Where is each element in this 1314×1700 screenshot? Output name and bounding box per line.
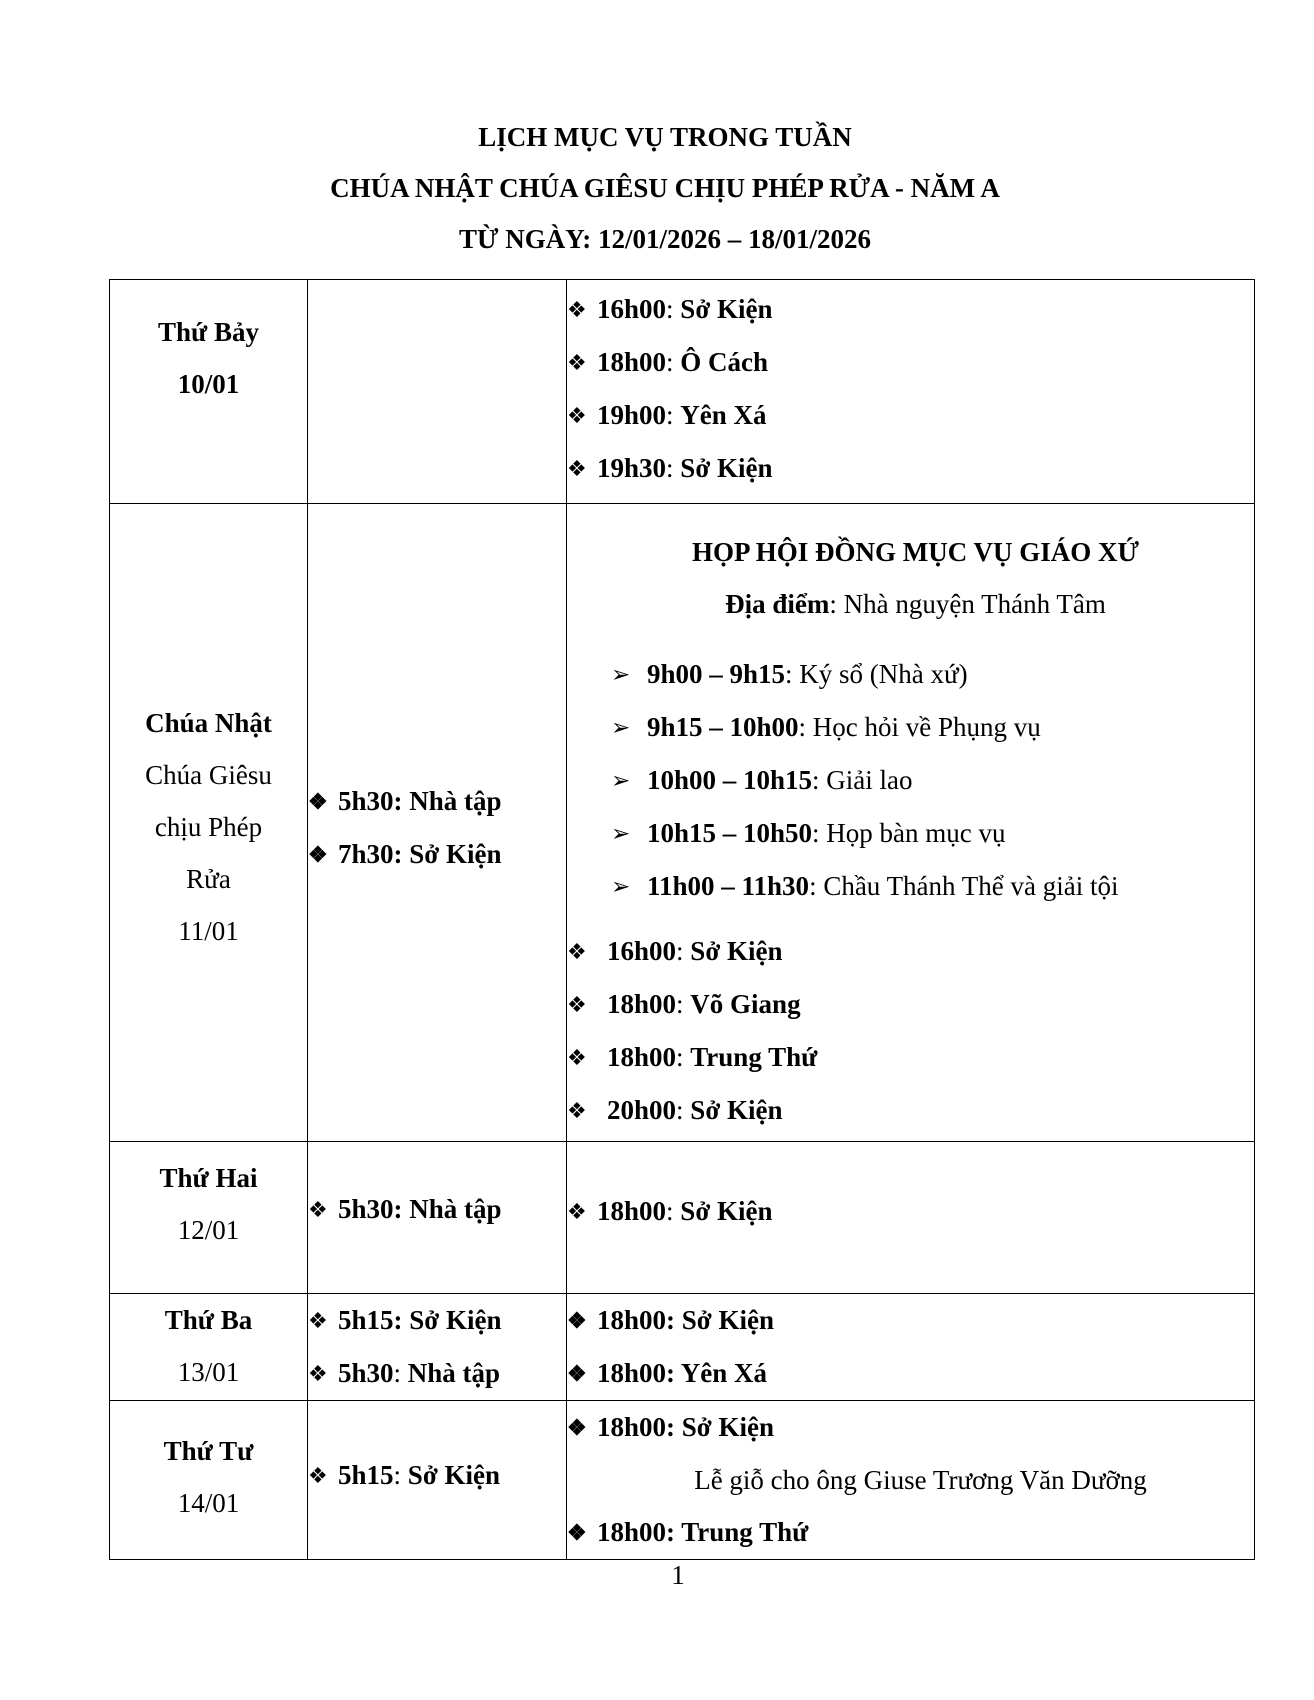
document-header [0, 112, 1314, 265]
arrow-bullet-icon: ➢ [611, 874, 631, 899]
arrow-bullet-icon: ➢ [611, 662, 631, 687]
header-date-range: TỪ NGÀY: 12/01/2026 – 18/01/2026 [458, 224, 871, 254]
diamond-bullet-icon: ❖ [567, 939, 587, 964]
diamond-bullet-icon: ❖ [308, 1462, 328, 1488]
diamond-bullet-icon: ❖ [308, 1361, 328, 1386]
agenda-item: ➢ 10h00 – 10h15: Giải lao [611, 754, 1254, 807]
mass-entry: ❖ 5h15: Sở Kiện [308, 1449, 566, 1502]
mass-entry: ❖ 18h00: Trung Thứ [567, 1506, 1254, 1559]
agenda-item: ➢ 9h00 – 9h15: Ký sổ (Nhà xứ) [611, 648, 1254, 701]
day-date: 14/01 [177, 1488, 240, 1518]
mass-entry: ❖ 18h00: Ô Cách [567, 336, 1254, 389]
header-subtitle: CHÚA NHẬT CHÚA GIÊSU CHỊU PHÉP RỬA - NĂM A [330, 173, 1000, 203]
header-title: LỊCH MỤC VỤ TRONG TUẦN [478, 122, 852, 152]
row-saturday [110, 280, 1255, 504]
arrow-bullet-icon: ➢ [611, 715, 631, 740]
mass-entry: ❖ 19h00: Yên Xá [567, 389, 1254, 442]
diamond-bullet-icon: ❖ [567, 1361, 587, 1386]
mass-entry: ❖ 5h30: Nhà tập [308, 775, 566, 828]
row-wednesday [110, 1401, 1255, 1560]
mass-entry: ❖ 5h30: Nhà tập [308, 1183, 566, 1236]
agenda-item: ➢ 9h15 – 10h00: Học hỏi về Phụng vụ [611, 701, 1254, 754]
day-cell-saturday [110, 280, 308, 504]
mass-entry: ❖ 18h00: Yên Xá [567, 1347, 1254, 1400]
morning-cell-saturday [308, 280, 567, 504]
evening-cell-saturday [567, 280, 1255, 504]
diamond-bullet-icon: ❖ [567, 1415, 587, 1440]
morning-cell-sunday [308, 504, 567, 1142]
mass-entry: ❖ 5h15: Sở Kiện [308, 1294, 566, 1347]
day-cell-wednesday [110, 1401, 308, 1560]
diamond-bullet-icon: ❖ [567, 456, 587, 481]
diamond-bullet-icon: ❖ [567, 992, 587, 1017]
memorial-note: Lễ giỗ cho ông Giuse Trương Văn Dưỡng [694, 1465, 1147, 1495]
feast-line: chịu Phép [154, 811, 263, 842]
feast-line: Rửa [186, 863, 231, 894]
diamond-bullet-icon: ❖ [308, 1308, 328, 1333]
day-name: Thứ Bảy [158, 317, 259, 347]
diamond-bullet-icon: ❖ [567, 1520, 587, 1545]
day-cell-tuesday [110, 1294, 308, 1401]
arrow-bullet-icon: ➢ [611, 768, 631, 793]
day-date: 12/01 [177, 1215, 240, 1245]
mass-entry: ❖ 18h00: Trung Thứ [567, 1031, 1254, 1084]
diamond-bullet-icon: ❖ [308, 841, 328, 867]
day-cell-monday [110, 1142, 308, 1294]
feast-line: Chúa Giêsu [145, 759, 272, 790]
morning-cell-tuesday [308, 1294, 567, 1401]
morning-cell-monday [308, 1142, 567, 1294]
day-date: 11/01 [178, 915, 239, 946]
day-cell-sunday [110, 504, 308, 1142]
evening-cell-tuesday [567, 1294, 1255, 1401]
page-number: 1 [671, 1560, 685, 1590]
mass-entry: ❖ 18h00: Sở Kiện [567, 1185, 1254, 1238]
meeting-title: HỌP HỘI ĐỒNG MỤC VỤ GIÁO XỨ [691, 537, 1139, 567]
day-name: Chúa Nhật [145, 707, 272, 738]
diamond-bullet-icon: ❖ [567, 1045, 587, 1070]
mass-entry: ❖ 18h00: Sở Kiện [567, 1401, 1254, 1454]
mass-entry: ❖ 5h30: Nhà tập [308, 1347, 566, 1400]
agenda-item: ➢ 10h15 – 10h50: Họp bàn mục vụ [611, 807, 1254, 860]
diamond-bullet-icon: ❖ [567, 403, 587, 428]
diamond-bullet-icon: ❖ [567, 350, 587, 375]
mass-entry: ❖ 16h00: Sở Kiện [567, 925, 1254, 978]
meeting-location: Địa điểm: Nhà nguyện Thánh Tâm [725, 589, 1106, 619]
arrow-bullet-icon: ➢ [611, 821, 631, 846]
day-date: 13/01 [177, 1357, 240, 1387]
schedule-table [109, 279, 1255, 1560]
day-name: Thứ Tư [163, 1436, 254, 1466]
row-tuesday [110, 1294, 1255, 1401]
diamond-bullet-icon: ❖ [308, 788, 328, 814]
morning-cell-wednesday [308, 1401, 567, 1560]
row-monday [110, 1142, 1255, 1294]
mass-entry: ❖ 16h00: Sở Kiện [567, 283, 1254, 336]
evening-cell-wednesday [567, 1401, 1255, 1560]
agenda-item: ➢ 11h00 – 11h30: Chầu Thánh Thể và giải tội [611, 860, 1254, 913]
evening-cell-monday [567, 1142, 1255, 1294]
diamond-bullet-icon: ❖ [567, 1199, 587, 1224]
mass-entry: ❖ 7h30: Sở Kiện [308, 828, 566, 881]
row-sunday [110, 504, 1255, 1142]
diamond-bullet-icon: ❖ [567, 1308, 587, 1333]
mass-entry: ❖ 18h00: Sở Kiện [567, 1294, 1254, 1347]
mass-entry: ❖ 19h30: Sở Kiện [567, 442, 1254, 495]
day-date: 10/01 [177, 369, 240, 399]
mass-entry: ❖ 20h00: Sở Kiện [567, 1084, 1254, 1137]
diamond-bullet-icon: ❖ [567, 297, 587, 322]
day-name: Thứ Hai [159, 1163, 258, 1193]
diamond-bullet-icon: ❖ [567, 1098, 587, 1123]
evening-cell-sunday [567, 504, 1255, 1142]
mass-entry: ❖ 18h00: Võ Giang [567, 978, 1254, 1031]
agenda-list [567, 630, 1254, 913]
day-name: Thứ Ba [164, 1305, 253, 1335]
diamond-bullet-icon: ❖ [308, 1197, 328, 1222]
